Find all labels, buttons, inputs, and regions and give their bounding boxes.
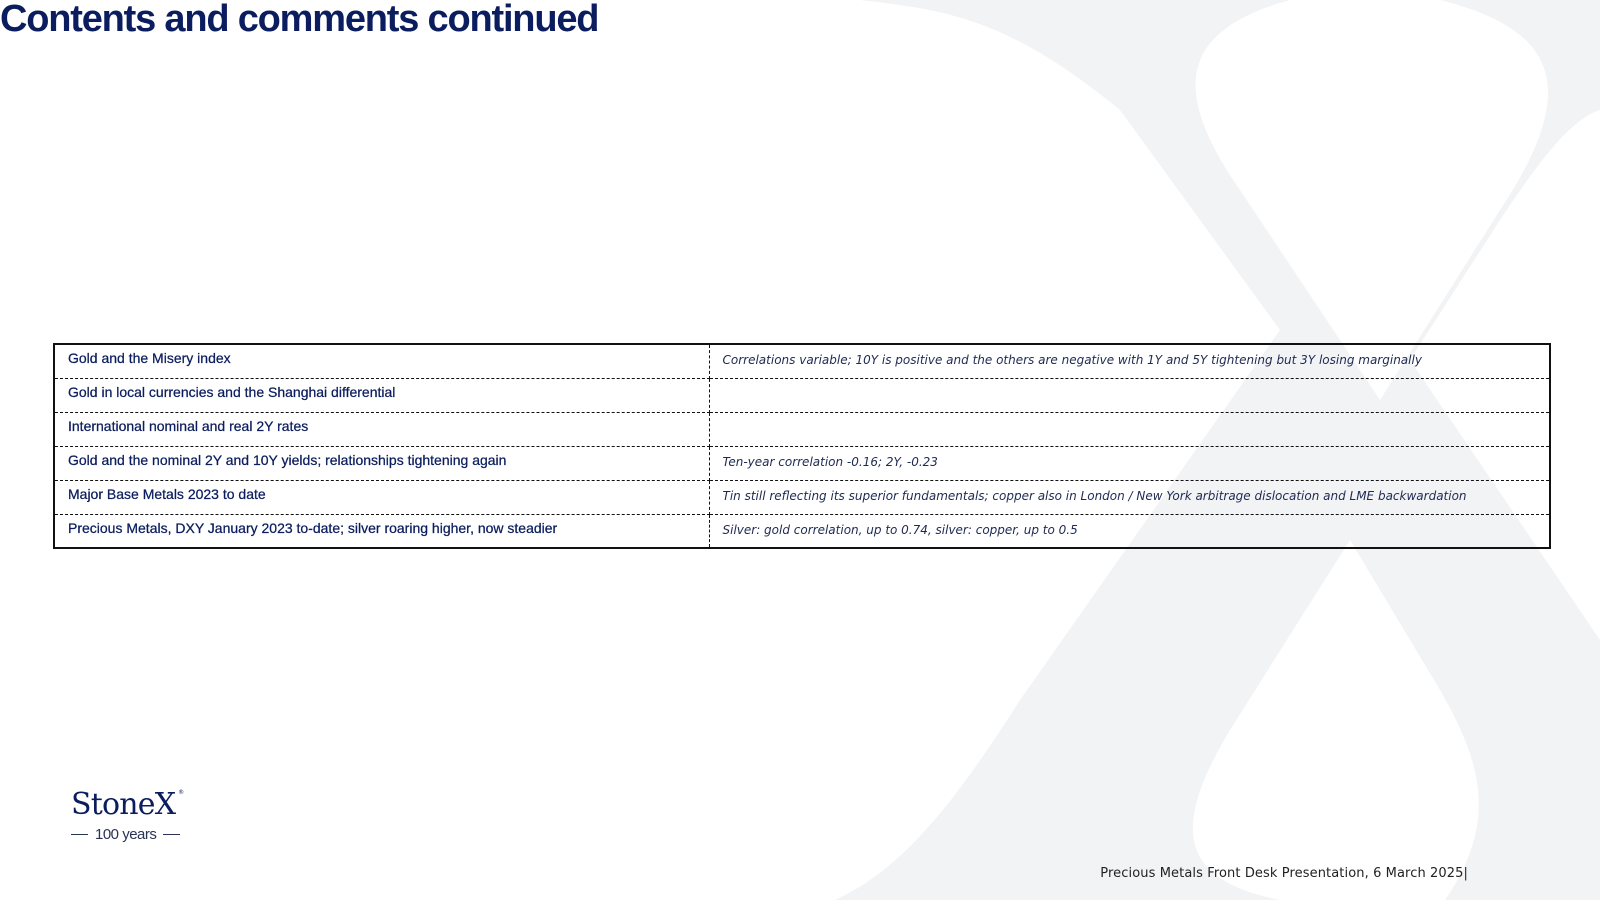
row-comment: Tin still reflecting its superior fundamentals; copper also in London / New York arbitrage dislocation and LME backwardation	[709, 480, 1550, 514]
row-topic: Gold and the nominal 2Y and 10Y yields; relationships tightening again	[54, 446, 709, 480]
table-row	[54, 514, 1550, 548]
table-row	[54, 480, 1550, 514]
row-comment	[709, 412, 1550, 446]
row-topic: Precious Metals, DXY January 2023 to-date; silver roaring higher, now steadier	[54, 514, 709, 548]
tagline-text: 100 years	[95, 826, 157, 843]
row-topic: Major Base Metals 2023 to date	[54, 480, 709, 514]
row-topic: Gold in local currencies and the Shanghai differential	[54, 378, 709, 412]
page-title: Contents and comments continued	[0, 0, 599, 40]
table-row	[54, 344, 1550, 378]
row-comment	[709, 378, 1550, 412]
contents-table	[53, 343, 1551, 549]
row-comment: Silver: gold correlation, up to 0.74, silver: copper, up to 0.5	[709, 514, 1550, 548]
table-row	[54, 412, 1550, 446]
tagline-rule-right	[163, 834, 180, 835]
table-row	[54, 446, 1550, 480]
logo-wordmark	[71, 787, 184, 822]
row-comment: Ten-year correlation -0.16; 2Y, -0.23	[709, 446, 1550, 480]
logo-tagline	[71, 826, 196, 843]
row-topic: Gold and the Misery index	[54, 344, 709, 378]
logo-wordmark-text: StoneX	[71, 787, 176, 822]
tagline-rule-left	[71, 834, 88, 835]
stonex-logo	[71, 787, 196, 843]
table-row	[54, 378, 1550, 412]
row-comment: Correlations variable; 10Y is positive and the others are negative with 1Y and 5Y tightening but 3Y losing marginally	[709, 344, 1550, 378]
footer-text: Precious Metals Front Desk Presentation, 6 March 2025|	[1100, 866, 1468, 881]
row-topic: International nominal and real 2Y rates	[54, 412, 709, 446]
registered-mark: ®	[178, 789, 184, 796]
